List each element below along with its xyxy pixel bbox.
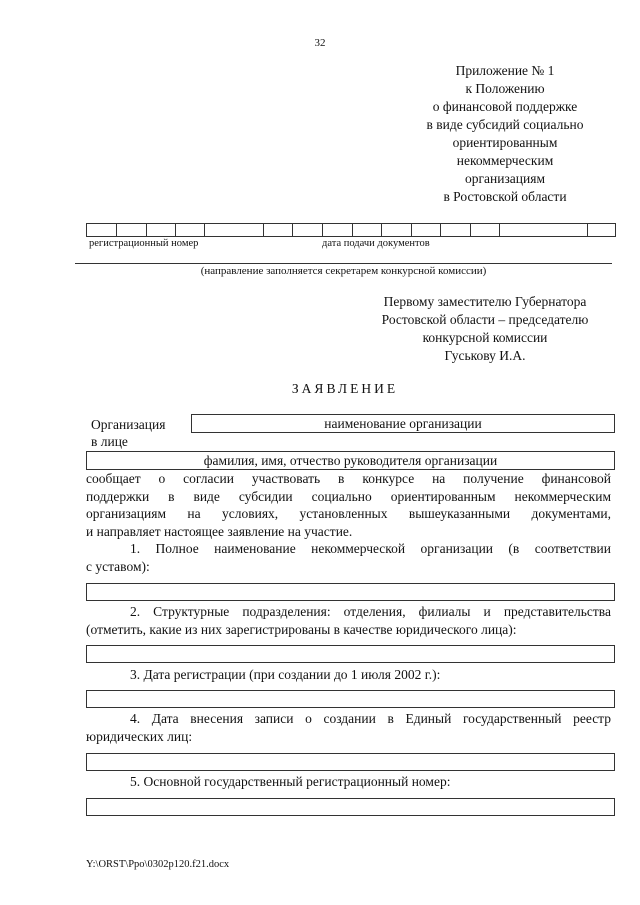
item-line: 3. Дата регистрации (при создании до 1 июля 2002 г.): xyxy=(130,667,441,682)
appendix-line: организациям xyxy=(464,171,545,186)
subdivisions-field[interactable] xyxy=(86,645,615,663)
item-subdivisions xyxy=(86,603,611,638)
addressee-block xyxy=(360,293,610,365)
registration-cell-divider xyxy=(175,224,176,236)
head-field-caption: фамилия, имя, отчество руководителя организации xyxy=(203,453,498,468)
item-line: юридических лиц: xyxy=(86,728,193,744)
organization-field-caption: наименование организации xyxy=(324,416,482,431)
statement-line: организациям на условиях, установленных вышеуказанными документами, xyxy=(86,506,611,521)
appendix-line: в виде субсидий социально xyxy=(426,117,584,132)
registration-cell-divider xyxy=(204,224,205,236)
item-line: (отметить, какие из них зарегистрированы в качестве юридического лица): xyxy=(86,621,517,637)
addressee-line: Первому заместителю Губернатора xyxy=(383,294,587,309)
addressee-line: конкурсной комиссии xyxy=(422,330,548,345)
addressee-line: Ростовской области – председателю xyxy=(381,312,589,327)
registration-cell-divider xyxy=(499,224,500,236)
registration-cell-divider xyxy=(322,224,323,236)
in-person-label: в лице xyxy=(91,434,128,449)
appendix-line: Приложение № 1 xyxy=(455,63,555,78)
registration-cell-divider xyxy=(116,224,117,236)
statement-line: сообщает о согласии участвовать в конкурсе на получение финансовой xyxy=(86,471,611,486)
item-registration-date xyxy=(86,666,611,684)
page-number: 32 xyxy=(314,37,326,49)
registration-cell-divider xyxy=(381,224,382,236)
appendix-line: ориентированным xyxy=(452,135,558,150)
item-line: 5. Основной государственный регистрационный номер: xyxy=(130,774,451,789)
item-line: с уставом): xyxy=(86,558,150,574)
divider-line xyxy=(75,263,612,264)
item-line: 1. Полное наименование некоммерческой организации (в соответствии xyxy=(130,541,611,556)
registration-cell-divider xyxy=(470,224,471,236)
statement-line: и направляет настоящее заявление на участие. xyxy=(86,523,353,539)
item-ogrn xyxy=(86,773,611,791)
registration-cell-divider xyxy=(146,224,147,236)
appendix-line: о финансовой поддержке xyxy=(432,99,578,114)
registration-date-field[interactable] xyxy=(86,690,615,708)
appendix-line: в Ростовской области xyxy=(443,189,567,204)
register-entry-date-field[interactable] xyxy=(86,753,615,771)
item-full-name xyxy=(86,540,611,575)
appendix-line: к Положению xyxy=(465,81,545,96)
file-path-footer: Y:\ORST\Ppo\0302p120.f21.docx xyxy=(86,859,230,870)
full-name-field[interactable] xyxy=(86,583,615,601)
item-line: 4. Дата внесения записи о создании в Единый государственный реестр xyxy=(130,711,611,726)
head-name-field[interactable] xyxy=(86,451,615,470)
registration-cell-divider xyxy=(292,224,293,236)
item-line: 2. Структурные подразделения: отделения, филиалы и представительства xyxy=(130,604,611,619)
registration-note: (направление заполняется секретарем конкурсной комиссии) xyxy=(200,265,487,277)
submission-date-label: дата подачи документов xyxy=(322,238,430,249)
addressee-line: Гуськову И.А. xyxy=(444,348,526,363)
appendix-line: некоммерческим xyxy=(456,153,554,168)
organization-label: Организация xyxy=(91,417,166,432)
statement-line: поддержки в виде субсидии социально ориентированным некоммерческим xyxy=(86,488,611,504)
registration-number-label: регистрационный номер xyxy=(89,238,199,249)
appendix-heading xyxy=(400,62,610,206)
application-statement xyxy=(86,470,611,540)
registration-cell-divider xyxy=(263,224,264,236)
registration-cell-divider xyxy=(587,224,588,236)
organization-name-field[interactable] xyxy=(191,414,615,433)
ogrn-field[interactable] xyxy=(86,798,615,816)
registration-grid[interactable] xyxy=(86,223,616,237)
registration-cell-divider xyxy=(411,224,412,236)
document-title: ЗАЯВЛЕНИЕ xyxy=(291,381,399,396)
registration-cell-divider xyxy=(440,224,441,236)
registration-cell-divider xyxy=(352,224,353,236)
item-register-entry-date xyxy=(86,710,611,745)
